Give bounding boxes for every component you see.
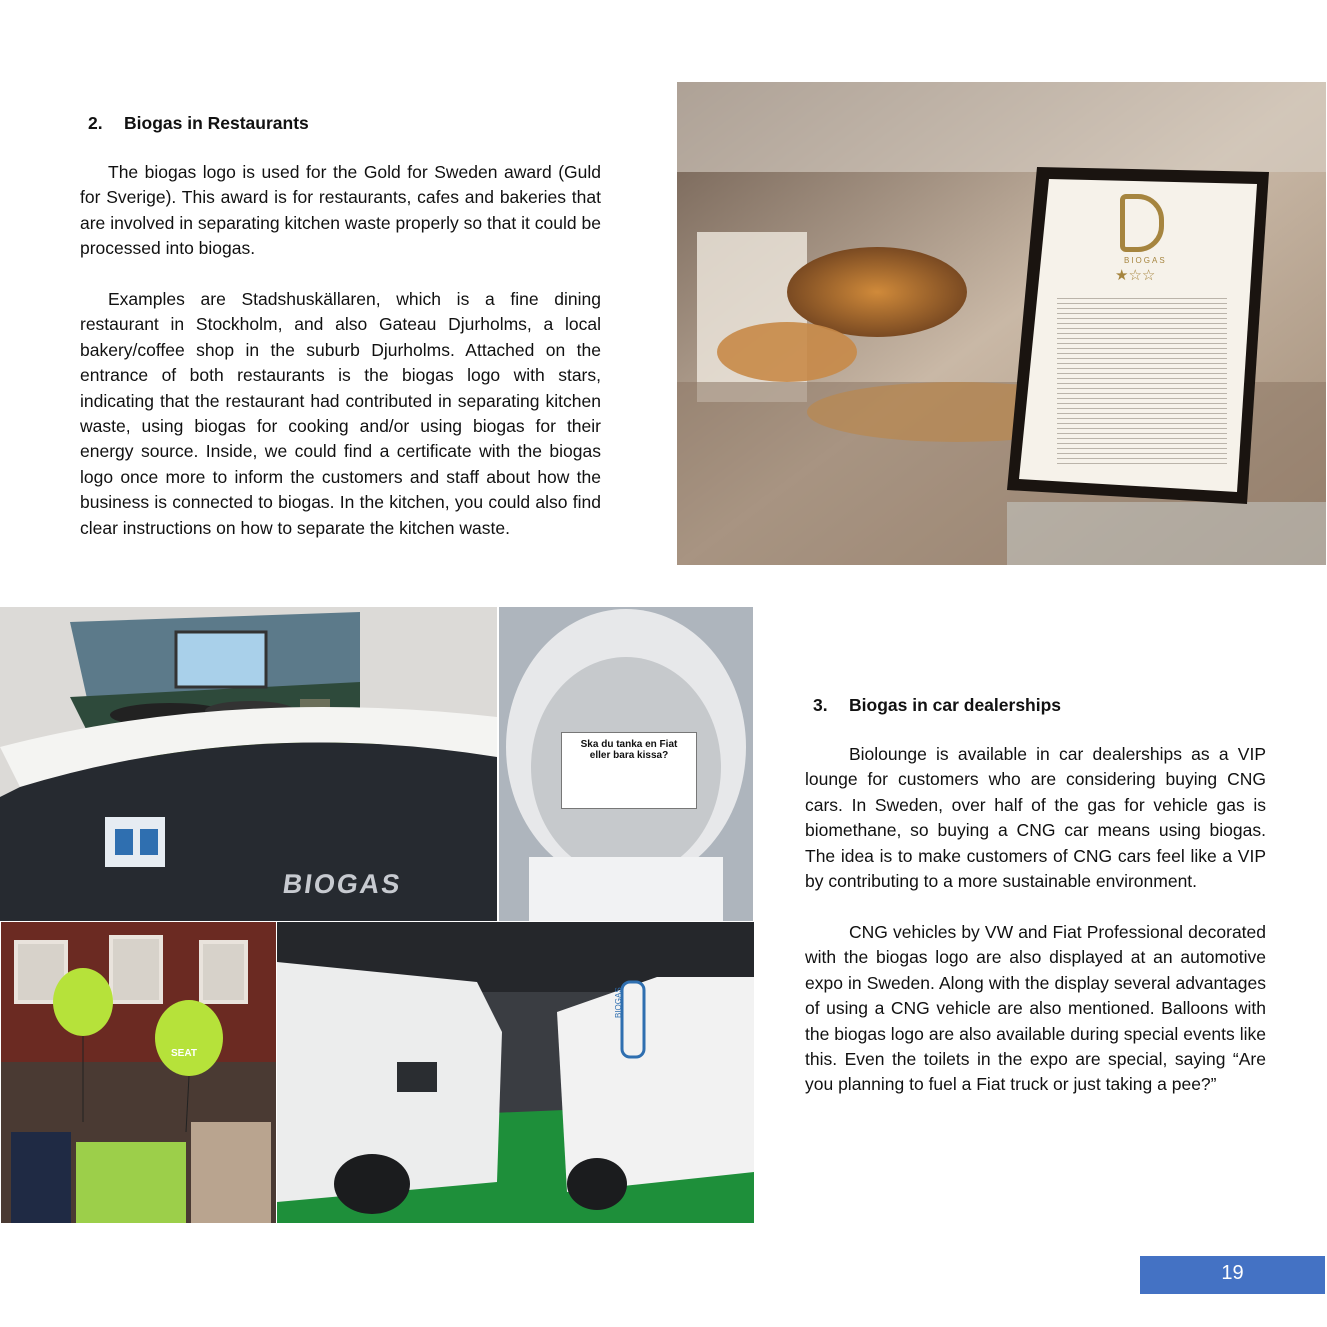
toilet-photo <box>499 607 753 921</box>
biolounge-photo <box>0 607 497 921</box>
section-3-paragraph-1: Biolounge is available in car dealerships as a VIP lounge for customers who are considering buying CNG cars. In Sweden, over half of the gas for vehicle gas is biomethane, so buying a CNG car means using biogas. The idea is to make customers of CNG cars feel like a VIP by contributing to a more sustainable environment. <box>805 744 1266 892</box>
page-number: 19 <box>1140 1256 1325 1294</box>
section-2-heading <box>88 112 309 134</box>
section-2-number: 2. <box>88 113 103 133</box>
lounge-counter-biogas-text: BIOGAS <box>280 869 404 899</box>
balloons-photo <box>1 922 276 1223</box>
van-logo-text: BIOGAS <box>614 987 623 1018</box>
section-3-paragraph-2: CNG vehicles by VW and Fiat Professional decorated with the biogas logo are also displayed at an automotive expo in Sweden. Along with the display several advantages of using a CNG vehicle are also mentioned. Balloons with the biogas logo are also available during special events like this. Even the toilets in the expo are special, saying “Are you planning to fuel a Fiat truck or just taking a pee?” <box>805 922 1266 1095</box>
balloon-seat-text: SEAT <box>171 1048 197 1059</box>
vans-photo <box>277 922 754 1223</box>
toilet-sign-line-1: Ska du tanka en Fiat <box>580 739 678 750</box>
toilet-sign <box>561 732 697 809</box>
certificate-body-text <box>1057 294 1227 464</box>
certificate-photo <box>677 82 1326 565</box>
certificate-logo-text: BIOGAS <box>1124 256 1167 265</box>
section-3-title: Biogas in car dealerships <box>849 695 1062 715</box>
section-2-paragraph-1: The biogas logo is used for the Gold for Sweden award (Guld for Sverige). This award is for restaurants, cafes and bakeries that are involved in separating kitchen waste properly so that it could be processed into biogas. <box>80 162 601 259</box>
star-icon: ★☆☆ <box>1115 267 1156 284</box>
toilet-sign-line-2: eller bara kissa? <box>589 750 669 761</box>
section-2-paragraph-2: Examples are Stadshuskällaren, which is a fine dining restaurant in Stockholm, and also Gateau Djurholms, a local bakery/coffee shop in the suburb Djurholms. Attached on the entrance of both restaurants is the biogas logo with stars, indicating that the restaurant had contributed in separating kitchen waste, using biogas for cooking and/or using biogas for their energy source. Inside, we could find a certificate with the biogas logo once more to inform the customers and staff about how the business is connected to biogas. In the kitchen, you could also find clear instructions on how to separate the kitchen waste. <box>80 289 601 538</box>
section-3-heading <box>813 694 1061 716</box>
section-2-title: Biogas in Restaurants <box>124 113 309 133</box>
biogas-b-logo-icon <box>1120 194 1164 252</box>
section-3-number: 3. <box>813 695 828 715</box>
